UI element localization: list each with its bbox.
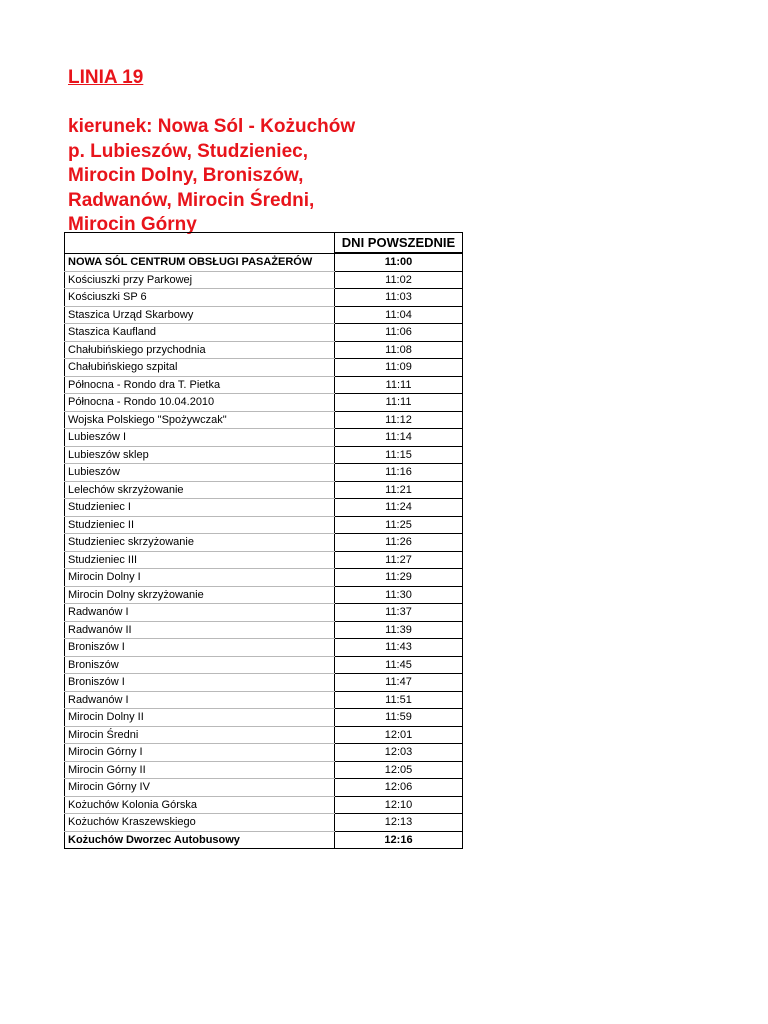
stop-name: Mirocin Dolny II [65,709,335,727]
stop-name: Lubieszów [65,464,335,482]
departure-time: 11:12 [335,411,463,429]
table-row [65,691,463,709]
departure-time: 11:30 [335,586,463,604]
direction-line: kierunek: Nowa Sól - Kożuchów [68,116,356,137]
table-row [65,516,463,534]
departure-time: 12:06 [335,779,463,797]
departure-time: 11:21 [335,481,463,499]
stop-name: Studzieniec II [65,516,335,534]
stop-name: Radwanów I [65,691,335,709]
table-row [65,394,463,412]
table-row [65,446,463,464]
stop-name: Lubieszów I [65,429,335,447]
departure-time: 12:10 [335,796,463,814]
table-row [65,481,463,499]
weekdays-column-header: DNI POWSZEDNIE [335,233,463,254]
direction-line: p. Lubieszów, Studzieniec, [68,140,308,162]
departure-time: 12:05 [335,761,463,779]
stop-name: Radwanów II [65,621,335,639]
departure-time: 11:51 [335,691,463,709]
table-row [65,604,463,622]
departure-time: 11:43 [335,639,463,657]
departure-time: 11:15 [335,446,463,464]
stop-name: Studzieniec III [65,551,335,569]
departure-time: 11:09 [335,359,463,377]
table-row [65,376,463,394]
departure-time: 12:03 [335,744,463,762]
departure-time: 11:45 [335,656,463,674]
departure-time: 11:00 [335,253,463,271]
departure-time: 11:16 [335,464,463,482]
line-title: LINIA 19 [68,67,144,88]
stop-name: Lelechów skrzyżowanie [65,481,335,499]
table-row [65,324,463,342]
table-row [65,306,463,324]
stop-name: NOWA SÓL CENTRUM OBSŁUGI PASAŻERÓW [65,253,335,271]
stop-name: Chałubińskiego przychodnia [65,341,335,359]
table-row [65,586,463,604]
table-row [65,621,463,639]
departure-time: 12:16 [335,831,463,849]
table-row [65,499,463,517]
stop-name: Lubieszów sklep [65,446,335,464]
timetable-header-row [65,233,463,254]
departure-time: 11:02 [335,271,463,289]
stop-name: Broniszów I [65,639,335,657]
stop-name: Broniszów I [65,674,335,692]
table-row [65,814,463,832]
departure-time: 11:37 [335,604,463,622]
table-row [65,569,463,587]
departure-time: 11:25 [335,516,463,534]
departure-time: 12:13 [335,814,463,832]
table-row [65,779,463,797]
stop-name: Kożuchów Kolonia Górska [65,796,335,814]
table-row [65,796,463,814]
departure-time: 11:11 [335,394,463,412]
stop-name: Mirocin Dolny skrzyżowanie [65,586,335,604]
table-row [65,534,463,552]
stop-name: Mirocin Górny II [65,761,335,779]
table-row [65,656,463,674]
table-row [65,831,463,849]
table-row [65,429,463,447]
departure-time: 11:08 [335,341,463,359]
table-row [65,359,463,377]
table-row [65,761,463,779]
departure-time: 11:26 [335,534,463,552]
departure-time: 12:01 [335,726,463,744]
stop-name: Kościuszki SP 6 [65,289,335,307]
table-row [65,639,463,657]
table-row [65,411,463,429]
stop-name: Kożuchów Dworzec Autobusowy [65,831,335,849]
direction-line: Mirocin Dolny, Broniszów, [68,165,304,186]
direction-line: Radwanów, Mirocin Średni, [68,189,315,211]
departure-time: 11:47 [335,674,463,692]
table-row [65,726,463,744]
stop-column-header [65,233,335,254]
table-row [65,709,463,727]
stop-name: Północna - Rondo 10.04.2010 [65,394,335,412]
direction-block [68,115,355,238]
stop-name: Broniszów [65,656,335,674]
departure-time: 11:11 [335,376,463,394]
table-row [65,744,463,762]
table-row [65,551,463,569]
table-row [65,289,463,307]
stop-name: Mirocin Górny I [65,744,335,762]
departure-time: 11:27 [335,551,463,569]
table-row [65,253,463,271]
departure-time: 11:03 [335,289,463,307]
departure-time: 11:14 [335,429,463,447]
departure-time: 11:24 [335,499,463,517]
timetable-body [65,253,463,849]
departure-time: 11:04 [335,306,463,324]
stop-name: Kościuszki przy Parkowej [65,271,335,289]
stop-name: Mirocin Dolny I [65,569,335,587]
stop-name: Studzieniec I [65,499,335,517]
stop-name: Chałubińskiego szpital [65,359,335,377]
departure-time: 11:06 [335,324,463,342]
stop-name: Kożuchów Kraszewskiego [65,814,335,832]
departure-time: 11:39 [335,621,463,639]
stop-name: Staszica Urząd Skarbowy [65,306,335,324]
stop-name: Mirocin Średni [65,726,335,744]
table-row [65,271,463,289]
stop-name: Staszica Kaufland [65,324,335,342]
stop-name: Mirocin Górny IV [65,779,335,797]
departure-time: 11:59 [335,709,463,727]
stop-name: Radwanów I [65,604,335,622]
table-row [65,341,463,359]
stop-name: Północna - Rondo dra T. Pietka [65,376,335,394]
departure-time: 11:29 [335,569,463,587]
stop-name: Wojska Polskiego "Spożywczak" [65,411,335,429]
table-row [65,464,463,482]
timetable [64,232,463,849]
table-row [65,674,463,692]
stop-name: Studzieniec skrzyżowanie [65,534,335,552]
direction-line: Mirocin Górny [68,214,197,235]
